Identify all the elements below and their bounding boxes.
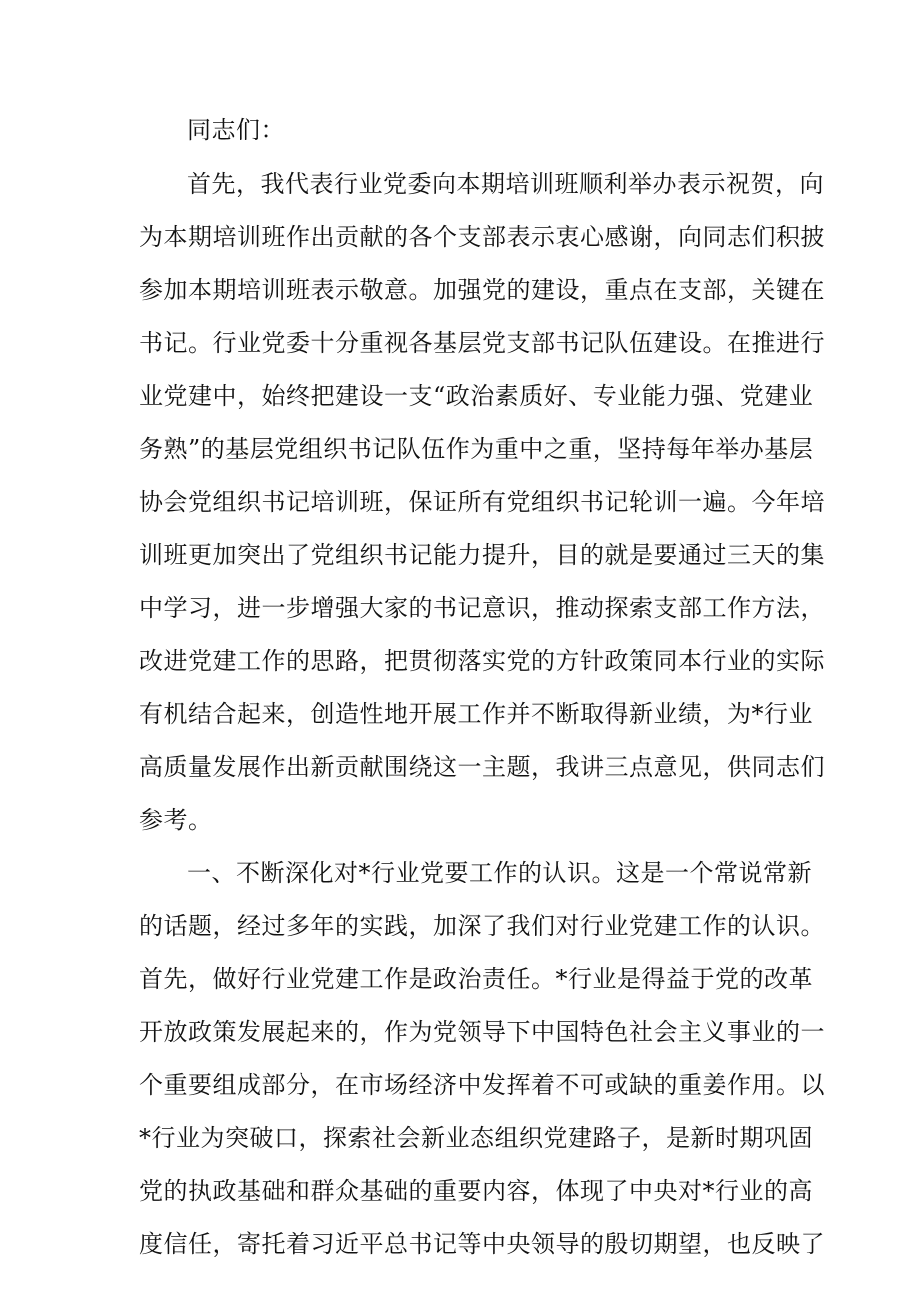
text-line: 参加本期培训班表示敬意。加强党的建设，重点在支部，关键在: [139, 276, 825, 304]
text-line: 为本期培训班作出贡献的各个支部表示衷心感谢，向同志们积披: [139, 223, 825, 251]
text-line: 协会党组织书记培训班，保证所有党组织书记轮训一遍。今年培: [139, 488, 825, 516]
text-line: 个重要组成部分，在市场经济中发挥着不可或缺的重姜作用。以: [139, 1071, 825, 1099]
text-line: 的话题，经过多年的实践，加深了我们对行业党建工作的认识。: [139, 912, 825, 940]
text-line: *行业为突破口，探索社会新业态组织党建路子，是新时期巩固: [139, 1124, 813, 1152]
text-line: 有机结合起来，创造性地开展工作并不断取得新业绩，为*行业: [139, 700, 813, 728]
text-line: 务熟”的基层党组织书记队伍作为重中之重，坚持每年举办基层: [139, 435, 814, 463]
text-line: 开放政策发展起来的，作为党领导下中国特色社会主义事业的一: [139, 1018, 825, 1046]
text-line: 书记。行业党委十分重视各基层党支部书记队伍建设。在推进行: [139, 329, 825, 357]
text-line: 改进党建工作的思路，把贯彻落实党的方针政策同本行业的实际: [139, 647, 825, 675]
greeting: 同志们：: [187, 116, 285, 144]
text-line: 度信任，寄托着习近平总书记等中央领导的殷切期望，也反映了: [139, 1230, 825, 1258]
text-line: 高质量发展作出新贡献围绕这一主题，我讲三点意见，供同志们: [139, 753, 825, 781]
section-heading-line: 一、不断深化对*行业党要工作的认识。这是一个常说常新: [187, 859, 812, 887]
text-line: 首先，做好行业党建工作是政治责任。*行业是得益于党的改革: [139, 965, 813, 993]
text-line: 参考。: [139, 806, 213, 834]
text-line: 党的执政基础和群众基础的重要内容，体现了中央对*行业的高: [139, 1177, 813, 1205]
text-line: 训班更加突出了党组织书记能力提升，目的就是要通过三天的集: [139, 541, 825, 569]
text-line: 中学习，进一步增强大家的书记意识，推动探索支部工作方法，: [139, 594, 825, 622]
text-line: 业党建中，始终把建设一支“政治素质好、专业能力强、党建业: [139, 382, 814, 410]
text-line: 首先，我代表行业党委向本期培训班顺利举办表示祝贺，向: [187, 170, 824, 198]
